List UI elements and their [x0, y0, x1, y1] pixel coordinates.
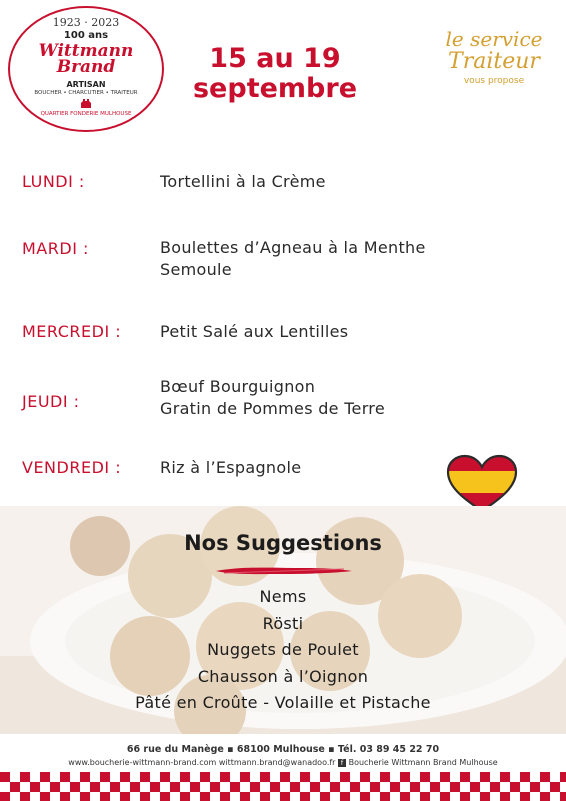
suggestion-item: Nems [259, 587, 307, 606]
footer-address: 66 rue du Manège ▪ 68100 Mulhouse ▪ Tél. 03 89 45 22 70 [126, 744, 440, 755]
suggestions-list [0, 584, 566, 717]
facebook-link[interactable]: Boucherie Wittmann Brand Mulhouse [348, 758, 498, 767]
suggestion-item: Rösti [262, 613, 304, 633]
suggestions-title: Nos Suggestions [184, 531, 382, 555]
dish-line: Boulettes d’Agneau à la Menthe [160, 238, 426, 257]
dish-line: Petit Salé aux Lentilles [160, 322, 349, 341]
brand-logo [8, 6, 164, 132]
brush-underline [214, 565, 354, 577]
dish-mardi [160, 237, 426, 281]
week-dates [175, 44, 375, 104]
suggestion-item: Nuggets de Poulet [207, 640, 359, 659]
logo-brand-line1: Wittmann [38, 41, 134, 61]
footer-contact [0, 758, 566, 767]
logo-brand-line2: Brand [56, 57, 116, 77]
dish-line: Tortellini à la Crème [160, 172, 326, 191]
service-line1: le service [445, 27, 543, 51]
logo-brand [10, 43, 162, 75]
day-label-mardi: MARDI : [22, 239, 89, 258]
website-link[interactable]: www.boucherie-wittmann-brand.com [68, 758, 217, 767]
service-line2: Traiteur [448, 49, 540, 74]
facebook-icon: f [338, 759, 346, 767]
logo-district: QUARTIER FONDERIE MULHOUSE [40, 111, 132, 117]
day-label-lundi: LUNDI : [22, 172, 85, 191]
logo-artisan: ARTISAN [66, 80, 106, 89]
logo-trades: BOUCHER • CHARCUTIER • TRAITEUR [34, 90, 138, 96]
email-link[interactable]: wittmann.brand@wanadoo.fr [218, 758, 336, 767]
suggestion-item: Chausson à l’Oignon [197, 666, 369, 686]
dates-line2: septembre [192, 73, 358, 104]
dish-vendredi [160, 457, 301, 479]
checkered-border [0, 772, 566, 801]
service-line3: vous propose [463, 76, 525, 86]
logo-anniversary: 100 ans [63, 30, 109, 41]
dish-line: Gratin de Pommes de Terre [160, 399, 385, 418]
tower-icon [80, 98, 92, 108]
dish-jeudi [160, 376, 385, 420]
logo-years: 1923 · 2023 [52, 16, 120, 29]
dates-line1: 15 au 19 [209, 43, 341, 74]
dish-lundi [160, 171, 326, 193]
dish-line: Semoule [160, 260, 232, 279]
dish-mercredi [160, 321, 348, 343]
service-traiteur-badge [430, 28, 558, 86]
suggestion-item: Pâté en Croûte - Volaille et Pistache [135, 693, 431, 712]
day-label-mercredi: MERCREDI : [22, 322, 122, 341]
dish-line: Bœuf Bourguignon [160, 377, 316, 396]
dish-line: Riz à l’Espagnole [160, 458, 302, 477]
day-label-vendredi: VENDREDI : [22, 458, 122, 477]
day-label-jeudi: JEUDI : [22, 392, 80, 411]
